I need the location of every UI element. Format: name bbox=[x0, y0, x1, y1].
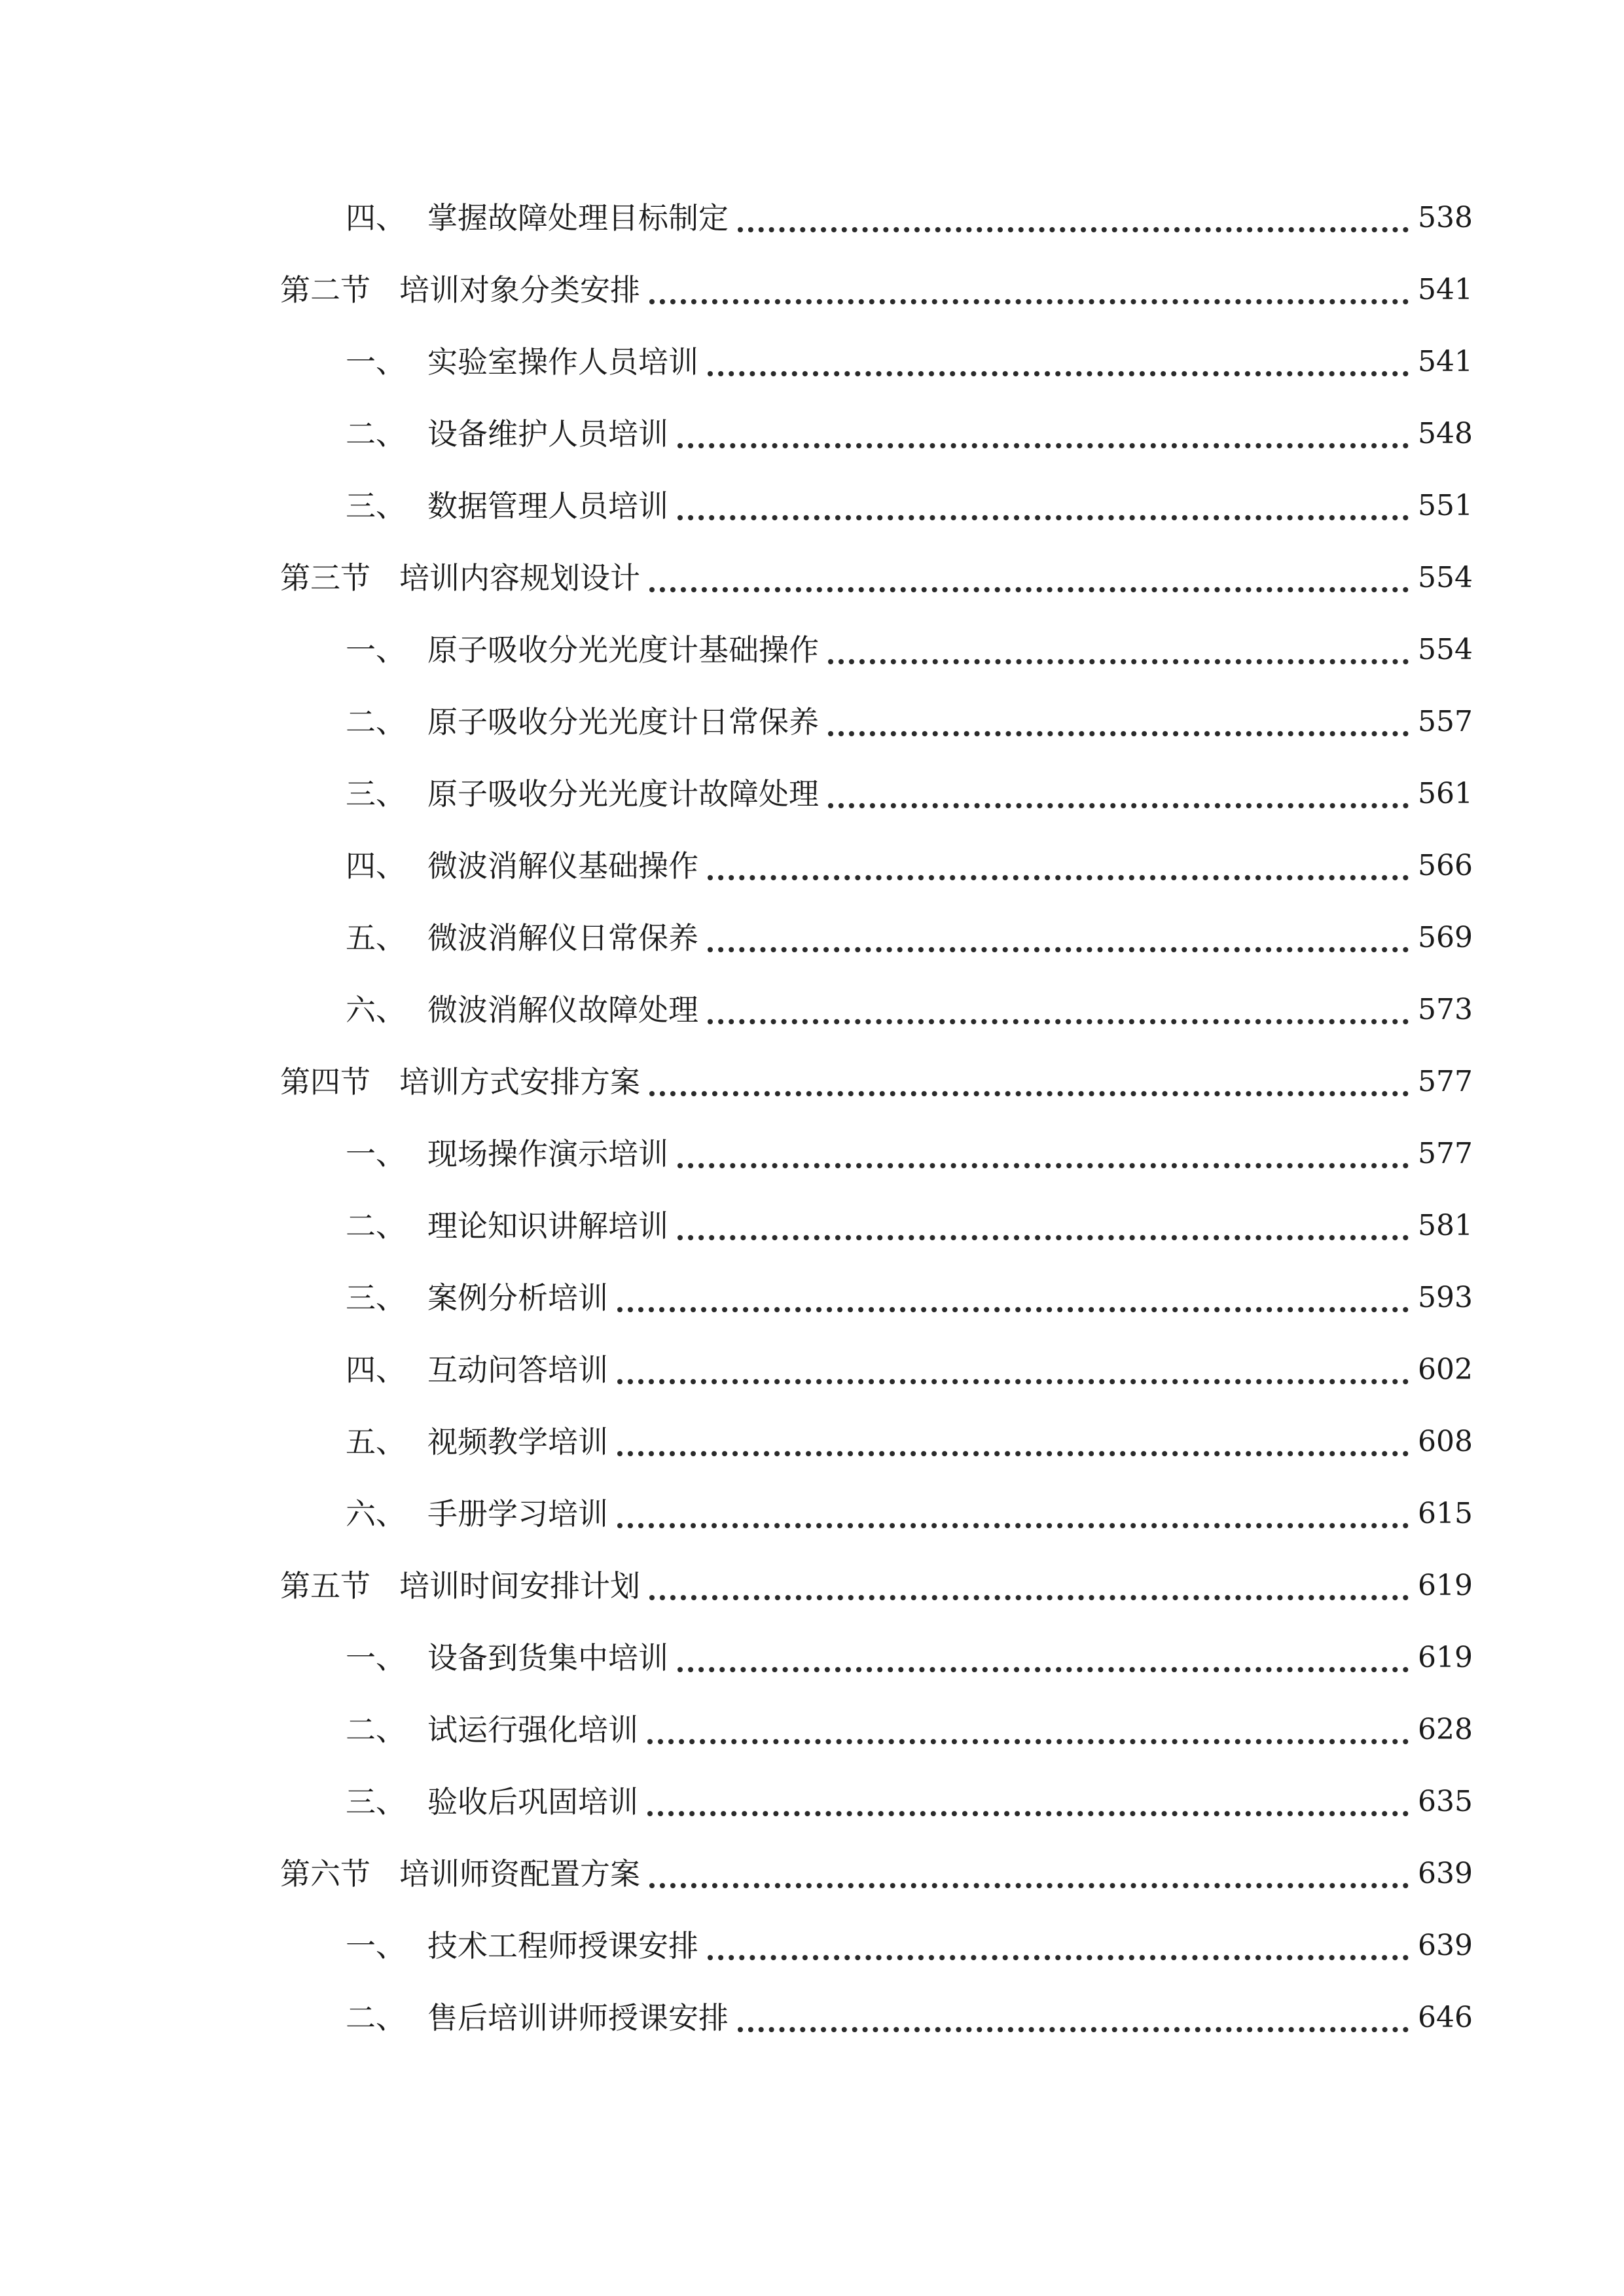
entry-number: 二、 bbox=[346, 2000, 406, 2036]
entry-number: 三、 bbox=[346, 776, 406, 812]
toc-entry[interactable] bbox=[346, 1272, 1473, 1324]
dot-leader bbox=[649, 299, 1409, 304]
toc-entry[interactable] bbox=[280, 264, 1473, 316]
dot-leader bbox=[617, 1379, 1409, 1384]
entry-page-number: 619 bbox=[1418, 1569, 1473, 1602]
dot-leader bbox=[647, 1739, 1409, 1744]
entry-number: 三、 bbox=[346, 488, 406, 524]
entry-page-number: 639 bbox=[1418, 1857, 1473, 1890]
toc-entry[interactable] bbox=[280, 1056, 1473, 1108]
dot-leader bbox=[708, 1019, 1409, 1024]
dot-leader bbox=[708, 875, 1409, 880]
entry-number: 四、 bbox=[346, 200, 406, 236]
dot-leader bbox=[828, 731, 1409, 736]
entry-page-number: 619 bbox=[1418, 1641, 1473, 1674]
toc-entry[interactable] bbox=[346, 192, 1473, 244]
dot-leader bbox=[828, 659, 1409, 664]
toc-entry[interactable] bbox=[346, 624, 1473, 676]
entry-title: 设备到货集中培训 bbox=[427, 1640, 668, 1676]
entry-page-number: 548 bbox=[1418, 417, 1473, 450]
entry-page-number: 561 bbox=[1418, 777, 1473, 810]
dot-leader bbox=[649, 1883, 1409, 1888]
dot-leader bbox=[677, 515, 1409, 520]
entry-title: 数据管理人员培训 bbox=[427, 488, 668, 524]
toc-entry[interactable] bbox=[280, 1560, 1473, 1612]
entry-title: 培训对象分类安排 bbox=[399, 272, 640, 308]
entry-title: 技术工程师授课安排 bbox=[427, 1928, 698, 1964]
entry-title: 试运行强化培训 bbox=[427, 1712, 638, 1748]
entry-page-number: 581 bbox=[1418, 1209, 1473, 1242]
entry-number: 六、 bbox=[346, 992, 406, 1028]
entry-number: 第四节 bbox=[280, 1064, 370, 1100]
dot-leader bbox=[738, 227, 1409, 232]
entry-page-number: 569 bbox=[1418, 921, 1473, 954]
entry-title: 原子吸收分光光度计基础操作 bbox=[427, 632, 819, 668]
dot-leader bbox=[677, 1667, 1409, 1672]
entry-page-number: 554 bbox=[1418, 561, 1473, 594]
dot-leader bbox=[649, 1091, 1409, 1096]
toc-entry[interactable] bbox=[346, 1632, 1473, 1684]
entry-title: 掌握故障处理目标制定 bbox=[427, 200, 729, 236]
entry-number: 二、 bbox=[346, 416, 406, 452]
entry-title: 设备维护人员培训 bbox=[427, 416, 668, 452]
entry-page-number: 538 bbox=[1418, 201, 1473, 234]
dot-leader bbox=[617, 1523, 1409, 1528]
dot-leader bbox=[647, 1811, 1409, 1816]
entry-page-number: 615 bbox=[1418, 1497, 1473, 1530]
entry-page-number: 635 bbox=[1418, 1785, 1473, 1818]
dot-leader bbox=[708, 1955, 1409, 1960]
entry-number: 六、 bbox=[346, 1496, 406, 1532]
entry-title: 微波消解仪日常保养 bbox=[427, 920, 698, 956]
entry-number: 五、 bbox=[346, 1424, 406, 1460]
toc-entry[interactable] bbox=[346, 840, 1473, 892]
entry-title: 培训师资配置方案 bbox=[399, 1856, 640, 1892]
entry-page-number: 602 bbox=[1418, 1353, 1473, 1386]
entry-page-number: 541 bbox=[1418, 345, 1473, 378]
entry-title: 现场操作演示培训 bbox=[427, 1136, 668, 1172]
entry-page-number: 593 bbox=[1418, 1281, 1473, 1314]
entry-number: 第二节 bbox=[280, 272, 370, 308]
entry-title: 手册学习培训 bbox=[427, 1496, 608, 1532]
toc-entry[interactable] bbox=[346, 1920, 1473, 1972]
toc-entry[interactable] bbox=[346, 984, 1473, 1036]
toc-entry[interactable] bbox=[346, 1488, 1473, 1540]
entry-title: 原子吸收分光光度计故障处理 bbox=[427, 776, 819, 812]
entry-page-number: 551 bbox=[1418, 489, 1473, 522]
entry-page-number: 608 bbox=[1418, 1425, 1473, 1458]
toc-entry[interactable] bbox=[346, 1776, 1473, 1828]
dot-leader bbox=[617, 1307, 1409, 1312]
toc-entry[interactable] bbox=[346, 336, 1473, 388]
dot-leader bbox=[649, 587, 1409, 592]
entry-page-number: 573 bbox=[1418, 993, 1473, 1026]
entry-number: 一、 bbox=[346, 632, 406, 668]
entry-page-number: 628 bbox=[1418, 1713, 1473, 1746]
entry-title: 培训方式安排方案 bbox=[399, 1064, 640, 1100]
dot-leader bbox=[738, 2027, 1409, 2032]
entry-number: 第五节 bbox=[280, 1568, 370, 1604]
entry-title: 微波消解仪故障处理 bbox=[427, 992, 698, 1028]
entry-page-number: 639 bbox=[1418, 1929, 1473, 1962]
entry-title: 理论知识讲解培训 bbox=[427, 1208, 668, 1244]
entry-page-number: 557 bbox=[1418, 705, 1473, 738]
toc-entry[interactable] bbox=[346, 768, 1473, 820]
entry-number: 一、 bbox=[346, 344, 406, 380]
dot-leader bbox=[677, 1235, 1409, 1240]
entry-title: 培训时间安排计划 bbox=[399, 1568, 640, 1604]
toc-entry[interactable] bbox=[346, 1416, 1473, 1468]
dot-leader bbox=[649, 1595, 1409, 1600]
dot-leader bbox=[677, 443, 1409, 448]
entry-number: 一、 bbox=[346, 1928, 406, 1964]
toc-entry[interactable] bbox=[346, 1704, 1473, 1756]
entry-title: 验收后巩固培训 bbox=[427, 1784, 638, 1820]
entry-title: 案例分析培训 bbox=[427, 1280, 608, 1316]
entry-number: 四、 bbox=[346, 1352, 406, 1388]
dot-leader bbox=[708, 371, 1409, 376]
entry-number: 一、 bbox=[346, 1640, 406, 1676]
toc-entry[interactable] bbox=[346, 1992, 1473, 2044]
entry-number: 二、 bbox=[346, 704, 406, 740]
entry-page-number: 646 bbox=[1418, 2001, 1473, 2034]
dot-leader bbox=[617, 1451, 1409, 1456]
entry-number: 五、 bbox=[346, 920, 406, 956]
entry-title: 实验室操作人员培训 bbox=[427, 344, 698, 380]
entry-number: 三、 bbox=[346, 1784, 406, 1820]
toc-entry[interactable] bbox=[346, 1344, 1473, 1396]
dot-leader bbox=[677, 1163, 1409, 1168]
entry-number: 第三节 bbox=[280, 560, 370, 596]
toc-entry[interactable] bbox=[346, 1128, 1473, 1180]
entry-title: 原子吸收分光光度计日常保养 bbox=[427, 704, 819, 740]
entry-title: 视频教学培训 bbox=[427, 1424, 608, 1460]
entry-number: 第六节 bbox=[280, 1856, 370, 1892]
entry-number: 一、 bbox=[346, 1136, 406, 1172]
entry-number: 四、 bbox=[346, 848, 406, 884]
toc-entry[interactable] bbox=[280, 1848, 1473, 1900]
toc-entry[interactable] bbox=[346, 696, 1473, 748]
toc-entry[interactable] bbox=[346, 408, 1473, 460]
entry-number: 三、 bbox=[346, 1280, 406, 1316]
entry-number: 二、 bbox=[346, 1208, 406, 1244]
entry-title: 售后培训讲师授课安排 bbox=[427, 2000, 729, 2036]
toc-entry[interactable] bbox=[346, 480, 1473, 532]
entry-title: 微波消解仪基础操作 bbox=[427, 848, 698, 884]
entry-title: 互动问答培训 bbox=[427, 1352, 608, 1388]
dot-leader bbox=[708, 947, 1409, 952]
entry-page-number: 541 bbox=[1418, 273, 1473, 306]
toc-entry[interactable] bbox=[346, 912, 1473, 964]
entry-title: 培训内容规划设计 bbox=[399, 560, 640, 596]
entry-number: 二、 bbox=[346, 1712, 406, 1748]
dot-leader bbox=[828, 803, 1409, 808]
entry-page-number: 554 bbox=[1418, 633, 1473, 666]
entry-page-number: 566 bbox=[1418, 849, 1473, 882]
toc-entry[interactable] bbox=[346, 1200, 1473, 1252]
entry-page-number: 577 bbox=[1418, 1065, 1473, 1098]
toc-entry[interactable] bbox=[280, 552, 1473, 604]
entry-page-number: 577 bbox=[1418, 1137, 1473, 1170]
